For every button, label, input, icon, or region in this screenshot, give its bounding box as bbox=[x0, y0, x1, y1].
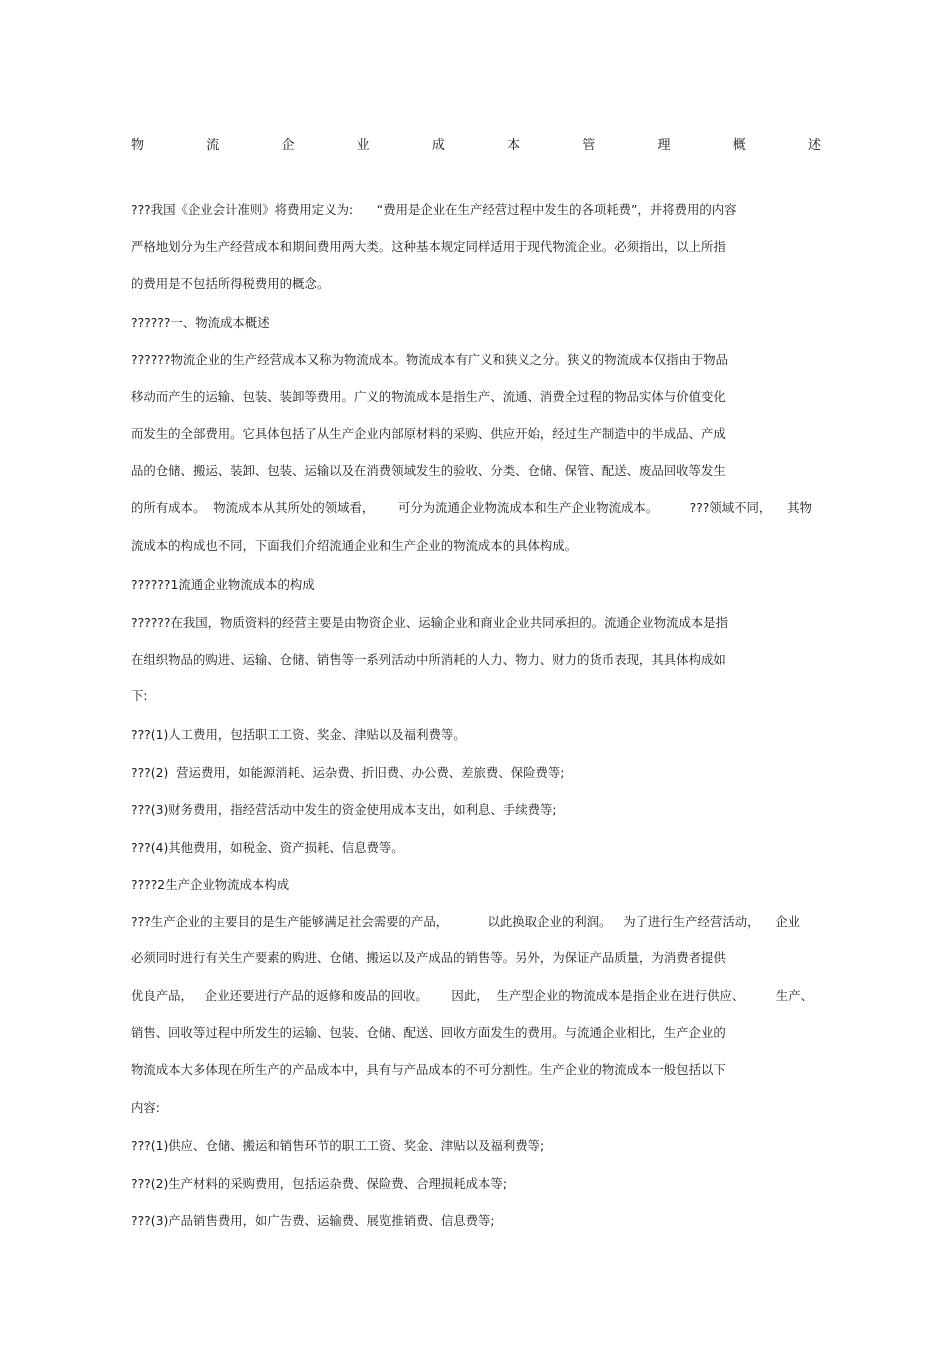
title-char: 成 bbox=[431, 138, 445, 153]
list-item: ???(2)生产材料的采购费用，包括运杂费、保险费、合理损耗成本等; bbox=[131, 1176, 508, 1191]
list-item: ???(3)产品销售费用，如广告费、运输费、展览推销费、信息费等; bbox=[131, 1213, 495, 1228]
paragraph-line: ???生产企业的主要目的是生产能够满足社会需要的产品， 以此换取企业的利润。 为了进行生产经营活动， 企业 bbox=[131, 914, 801, 929]
paragraph-line: 的费用是不包括所得税费用的概念。 bbox=[131, 276, 330, 291]
section-heading: ????2生产企业物流成本构成 bbox=[131, 877, 290, 892]
paragraph-line: 内容: bbox=[131, 1100, 160, 1115]
title-char: 企 bbox=[281, 138, 295, 153]
paragraph-line: 而发生的全部费用。它具体包括了从生产企业内部原材料的采购、供应开始，经过生产制造中的半成品、产成 bbox=[131, 426, 726, 441]
paragraph-line: ??????在我国，物质资料的经营主要是由物资企业、运输企业和商业企业共同承担的。流通企业物流成本是指 bbox=[131, 615, 729, 630]
list-item: ???(1)人工费用，包括职工工资、奖金、津贴以及福利费等。 bbox=[131, 727, 466, 742]
section-heading: ??????1流通企业物流成本的构成 bbox=[131, 577, 315, 592]
paragraph-line: 在组织物品的购进、运输、仓储、销售等一系列活动中所消耗的人力、物力、财力的货币表现，其具体构成如 bbox=[131, 652, 726, 667]
paragraph-line: 下: bbox=[131, 688, 148, 703]
paragraph-line: 必须同时进行有关生产要素的购进、仓储、搬运以及产成品的销售等。另外，为保证产品质量，为消费者提供 bbox=[131, 950, 726, 965]
paragraph-line: 优良产品， 企业还要进行产品的返修和废品的回收。 因此， 生产型企业的物流成本是指企业在进行供应、 生产、 bbox=[131, 988, 813, 1003]
title-char: 管 bbox=[582, 138, 596, 153]
paragraph-line: 的所有成本。 物流成本从其所处的领域看， 可分为流通企业物流成本和生产企业物流成本。 ???领域不同， 其物 bbox=[131, 500, 812, 515]
title-char: 述 bbox=[807, 138, 821, 153]
list-item: ???(2) 营运费用，如能源消耗、运杂费、折旧费、办公费、差旅费、保险费等; bbox=[131, 765, 565, 780]
paragraph-line: 物流成本大多体现在所生产的产品成本中，具有与产品成本的不可分割性。生产企业的物流成本一般包括以下 bbox=[131, 1062, 726, 1077]
title-char: 本 bbox=[507, 138, 521, 153]
page-title bbox=[131, 136, 821, 156]
paragraph-line: 流成本的构成也不同，下面我们介绍流通企业和生产企业的物流成本的具体构成。 bbox=[131, 538, 578, 553]
list-item: ???(1)供应、仓储、搬运和销售环节的职工工资、奖金、津贴以及福利费等; bbox=[131, 1138, 545, 1153]
paragraph-line: ???我国《企业会计准则》将费用定义为: “费用是企业在生产经营过程中发生的各项耗费”，并将费用的内容 bbox=[131, 202, 737, 217]
title-char: 物 bbox=[131, 138, 145, 153]
paragraph-line: 移动而产生的运输、包装、装卸等费用。广义的物流成本是指生产、流通、消费全过程的物品实体与价值变化 bbox=[131, 389, 726, 404]
paragraph-line: 严格地划分为生产经营成本和期间费用两大类。这种基本规定同样适用于现代物流企业。必须指出，以上所指 bbox=[131, 239, 726, 254]
paragraph-line: ??????物流企业的生产经营成本又称为物流成本。物流成本有广义和狭义之分。狭义的物流成本仅指由于物品 bbox=[131, 352, 729, 367]
list-item: ???(4)其他费用，如税金、资产损耗、信息费等。 bbox=[131, 840, 404, 855]
section-heading: ??????一、物流成本概述 bbox=[131, 315, 270, 330]
title-char: 流 bbox=[206, 138, 220, 153]
title-char: 理 bbox=[657, 138, 671, 153]
title-char: 业 bbox=[356, 138, 370, 153]
paragraph-line: 品的仓储、搬运、装卸、包装、运输以及在消费领域发生的验收、分类、仓储、保管、配送、废品回收等发生 bbox=[131, 463, 726, 478]
title-char: 概 bbox=[732, 138, 746, 153]
list-item: ???(3)财务费用，指经营活动中发生的资金使用成本支出，如利息、手续费等; bbox=[131, 802, 557, 817]
paragraph-line: 销售、回收等过程中所发生的运输、包装、仓储、配送、回收方面发生的费用。与流通企业相比，生产企业的 bbox=[131, 1025, 726, 1040]
